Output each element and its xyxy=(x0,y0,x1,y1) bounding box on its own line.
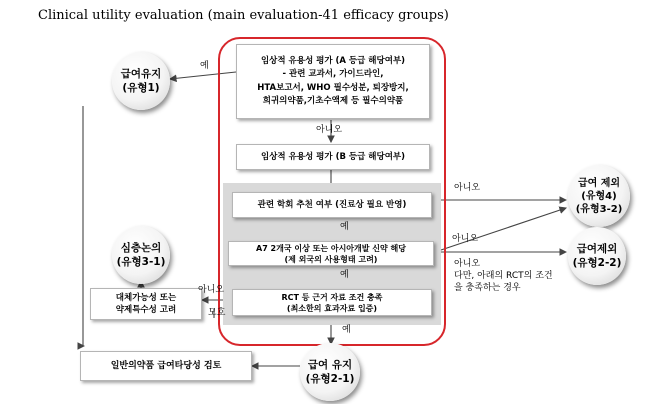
label-ambiguous: 모호 xyxy=(208,308,226,318)
a7-new-drug-box: A7 2개국 이상 또는 아시아개발 신약 해당 (제 외국의 사용형태 고려) xyxy=(228,241,434,266)
diagram-title: Clinical utility evaluation (main evaluation-41 efficacy groups) xyxy=(38,8,449,23)
exclude-type4-node: 급여 제외 (유형4) (유형3-2) xyxy=(568,165,630,227)
rct-evidence-box: RCT 등 근거 자료 조건 충족 (최소한의 효과자료 입증) xyxy=(232,289,432,316)
exclude-type2-2-node: 급여제외 (유형2-2) xyxy=(568,227,626,285)
coverage-type2-1-node: 급여 유지 (유형2-1) xyxy=(300,343,360,401)
label-no-left: 아니오 xyxy=(198,285,225,295)
coverage-type1-node: 급여유지 (유형1) xyxy=(112,52,170,110)
label-yes-society: 예 xyxy=(340,222,349,232)
general-review-box: 일반의약품 급여타당성 검토 xyxy=(80,351,252,381)
deliberation-type3-1-node: 심층논의 (유형3-1) xyxy=(112,226,170,284)
label-no-after-a: 아니오 xyxy=(316,125,343,135)
label-yes-top: 예 xyxy=(200,61,209,71)
label-yes-a7: 예 xyxy=(340,270,349,280)
alternative-consideration-box: 대체가능성 또는 약제특수성 고려 xyxy=(90,288,202,320)
arrow-type1-to-review xyxy=(83,106,84,346)
a-grade-evaluation-box: 임상적 유용성 평가 (A 등급 해당여부) - 관련 교과서, 가이드라인, HTA보고서, WHO 필수성분, 퇴장방지, 희귀의약품,기초수액제 등 필수의약품 xyxy=(236,44,430,119)
label-no-right-top: 아니오 xyxy=(454,183,481,193)
label-no-right-mid: 아니오 xyxy=(452,234,479,244)
label-no-right-low: 아니오 다만, 아래의 RCT의 조건 을 충족하는 경우 xyxy=(454,259,553,293)
label-yes-bottom: 예 xyxy=(342,325,351,335)
society-recommendation-box: 관련 학회 추천 여부 (진료상 필요 반영) xyxy=(232,192,432,218)
b-grade-evaluation-box: 임상적 유용성 평가 (B 등급 해당여부) xyxy=(236,144,430,170)
